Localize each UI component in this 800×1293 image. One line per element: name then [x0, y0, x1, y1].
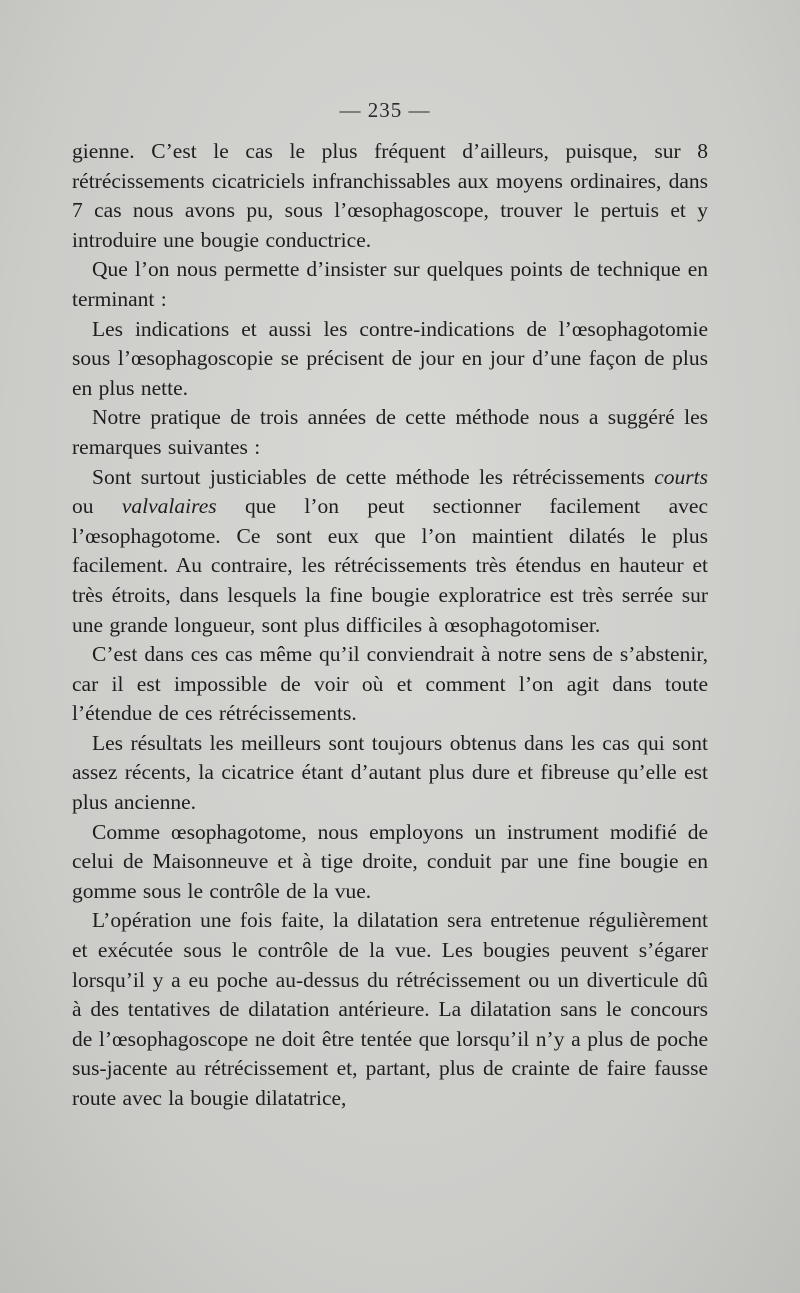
text-segment: L’opération une fois faite, la dilatation sera entretenue régulièrement et exécutée sous le contrôle de la vue. Les bougies peuvent s’égarer lorsqu’il y a eu poche au-dessus du rétrécissement ou un diverticule dû à des tentatives de dilatation antérieure. La dilatation sans le concours de l’œsophagoscope ne doit être tentée que lorsqu’il n’y a plus de poche sus-jacente au rétrécissement et, partant, plus de crainte de faire fausse route avec la bougie dilatatrice, — [72, 908, 708, 1110]
italic-term: courts — [654, 464, 708, 489]
text-segment: gienne. C’est le cas le plus fréquent d’ailleurs, puisque, sur 8 rétrécissements cicatriciels infranchissables aux moyens ordinaires, dans 7 cas nous avons pu, sous l’œsophagoscope, trouver le pertuis et y introduire une bougie conductrice. — [72, 139, 708, 252]
text-segment: Comme œsophagotome, nous employons un instrument modifié de celui de Maisonneuve et à tige droite, conduit par une fine bougie en gomme sous le contrôle de la vue. — [72, 819, 708, 903]
text-segment: ou — [72, 494, 122, 519]
text-segment: Notre pratique de trois années de cette méthode nous a suggéré les remarques suivantes : — [72, 405, 708, 459]
paragraph-9 — [72, 906, 708, 1113]
paragraph-5 — [72, 463, 708, 641]
text-segment: C’est dans ces cas même qu’il conviendrait à notre sens de s’abstenir, car il est impossible de voir où et comment l’on agit dans toute l’étendue de ces rétrécissements. — [72, 642, 708, 726]
text-segment: Les indications et aussi les contre-indications de l’œsophagotomie sous l’œsophagoscopie se précisent de jour en jour d’une façon de plus en plus nette. — [72, 316, 708, 400]
paragraph-8 — [72, 818, 708, 907]
text-segment: Sont surtout justiciables de cette méthode les rétrécissements — [92, 464, 655, 489]
paragraph-7 — [72, 729, 708, 818]
paragraph-3 — [72, 315, 708, 404]
paragraph-4 — [72, 403, 708, 462]
text-segment: Que l’on nous permette d’insister sur quelques points de technique en terminant : — [72, 257, 708, 311]
paragraph-6 — [72, 640, 708, 729]
text-segment: Les résultats les meilleurs sont toujours obtenus dans les cas qui sont assez récents, la cicatrice étant d’autant plus dure et fibreuse qu’elle est plus ancienne. — [72, 730, 708, 815]
italic-term: valvalaires — [121, 494, 217, 519]
text-segment: que l’on peut sectionner facilement avec l’œsophagotome. Ce sont eux que l’on maintient dilatés le plus facilement. Au contraire, les rétrécissements très étendus en hauteur et très étroits, dans lesquels la fine bougie exploratrice est très serrée sur une grande longueur, sont plus difficiles à œsophagotomiser. — [72, 494, 708, 637]
page-number: — 235 — — [339, 98, 431, 122]
body-text — [72, 137, 708, 1114]
paragraph-1 — [72, 137, 708, 255]
paragraph-2 — [72, 255, 708, 314]
